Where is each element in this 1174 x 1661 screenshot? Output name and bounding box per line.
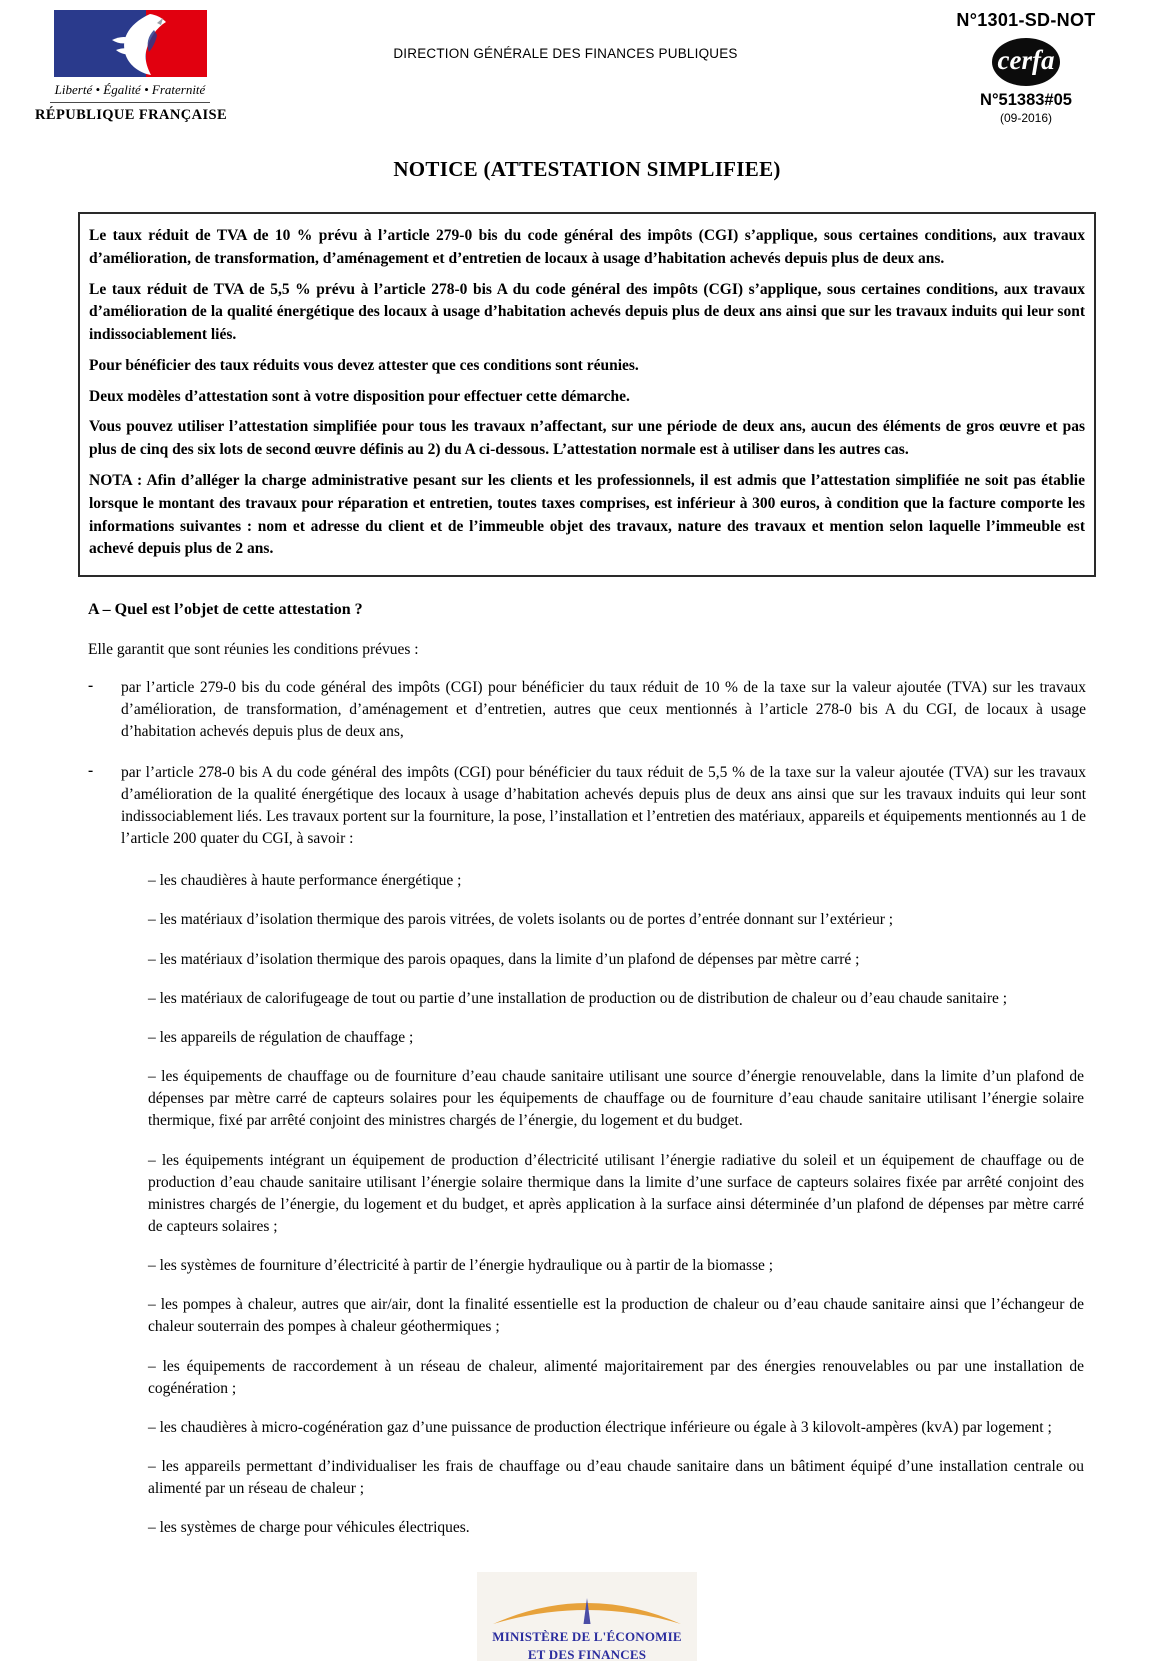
bullet-item (88, 762, 1086, 851)
bullet-item (88, 677, 1086, 743)
ministry-arc-icon (481, 1576, 693, 1628)
list-item: – les équipements intégrant un équipement de production d’électricité utilisant l’énergie radiative du soleil et un équipement de chauffage ou de production d’eau chaude sanitaire utilisant l’énergie solaire thermique dans la limite d’une surface de capteurs solaires fixée par arrêté conjoint des ministres chargés de l’énergie, du logement et du budget, et après application à la surface ainsi déterminée d’un plafond de dépenses par mètre carré de capteurs solaires ; (148, 1151, 1084, 1235)
cerfa-logo-label: cerfa (997, 44, 1055, 75)
list-item: – les matériaux d’isolation thermique des parois opaques, dans la limite d’un plafond de dépenses par mètre carré ; (148, 950, 860, 968)
list-item: – les pompes à chaleur, autres que air/air, dont la finalité essentielle est la production de chaleur ou d’eau chaude sanitaire ainsi que l’échangeur de chaleur souterrain des pompes à chaleur géothermiques ; (148, 1296, 1084, 1336)
marianne-motto: Liberté • Égalité • Fraternité (50, 82, 210, 103)
list-item: – les systèmes de fourniture d’électricité à partir de l’énergie hydraulique ou à partir de la biomasse ; (148, 1257, 774, 1275)
intro-paragraph: NOTA : Afin d’alléger la charge administrative pesant sur les clients et les professionnels, il est admis que l’attestation simplifiée ne soit pas établie lorsque le montant des travaux pour réparation et entretien, toutes taxes comprises, est inférieur à 300 euros, à condition que la facture comporte les informations suivantes : nom et adresse du client et de l’immeuble objet des travaux, nature des travaux et mention selon laquelle l’immeuble est achevé depuis plus de 2 ans. (89, 472, 1085, 558)
intro-paragraph: Deux modèles d’attestation sont à votre disposition pour effectuer cette démarche. (89, 387, 630, 405)
ministry-name-line1: MINISTÈRE DE L'ÉCONOMIE (492, 1629, 682, 1644)
list-item: – les chaudières à micro-cogénération gaz d’une puissance de production électrique inférieure ou égale à 3 kilovolt-ampères (kvA) par logement ; (148, 1418, 1052, 1436)
marianne-logo (35, 10, 228, 124)
ministry-logo (477, 1572, 697, 1661)
section-a-intro: Elle garantit que sont réunies les conditions prévues : (88, 641, 419, 659)
intro-box (78, 212, 1096, 577)
french-flag-icon (54, 10, 207, 77)
dash-list (148, 870, 1084, 1539)
bullet-marker: - (88, 677, 94, 695)
list-item: – les appareils de régulation de chauffage ; (148, 1028, 414, 1046)
intro-paragraph: Pour bénéficier des taux réduits vous devez attester que ces conditions sont réunies. (89, 356, 639, 374)
list-item: – les matériaux de calorifugeage de tout ou partie d’une installation de production ou de distribution de chaleur ou d’eau chaude sanitaire ; (148, 989, 1008, 1007)
document-header (0, 0, 1174, 125)
intro-paragraph: Le taux réduit de TVA de 5,5 % prévu à l’article 278-0 bis A du code général des impôts (CGI) s’applique, sous certaines conditions, aux travaux d’amélioration de la qualité énergétique des locaux à usage d’habitation achevés depuis plus de deux ans ainsi que sur les travaux induits qui leur sont indissociablement liés. (89, 280, 1085, 344)
cerfa-version-date: (09-2016) (999, 111, 1053, 125)
section-a-heading: A – Quel est l’objet de cette attestation ? (88, 601, 363, 619)
bullet-text: par l’article 278-0 bis A du code général des impôts (CGI) pour bénéficier du taux réduit de 5,5 % de la taxe sur la valeur ajoutée (TVA) sur les travaux d’amélioration de la qualité énergétique des locaux à usage d’habitation achevés depuis plus de deux ans ainsi que sur les travaux induits qui leur sont indissociablement liés. Les travaux portent sur la fourniture, la pose, l’installation et l’entretien des matériaux, appareils et équipements mentionnés au 1 de l’article 200 quater du CGI, à savoir : (121, 763, 1086, 848)
list-item: – les chaudières à haute performance énergétique ; (148, 872, 462, 890)
cerfa-logo-icon (992, 38, 1060, 86)
cerfa-number: N°51383#05 (980, 91, 1072, 109)
bullet-text: par l’article 279-0 bis du code général des impôts (CGI) pour bénéficier du taux réduit de 10 % de la taxe sur la valeur ajoutée (TVA) sur les travaux d’amélioration, de transformation, d’aménagement et d’entretien, autres que ceux mentionnés à l’article 278-0 bis A du CGI, de locaux à usage d’habitation achevés depuis plus de deux ans, (121, 679, 1086, 741)
intro-paragraph: Le taux réduit de TVA de 10 % prévu à l’article 279-0 bis du code général des impôts (CGI) s’applique, sous certaines conditions, aux travaux d’amélioration, de transformation, d’aménagement et d’entretien de locaux à usage d’habitation achevés depuis plus de deux ans. (89, 227, 1085, 267)
form-number: N°1301-SD-NOT (956, 10, 1096, 30)
list-item: – les matériaux d’isolation thermique des parois vitrées, de volets isolants ou de portes d’entrée donnant sur l’extérieur ; (148, 911, 894, 929)
intro-paragraph: Vous pouvez utiliser l’attestation simplifiée pour tous les travaux n’affectant, sur une période de deux ans, aucun des éléments de gros œuvre et pas plus de cinq des six lots de second œuvre définis au 2) du A ci-dessous. L’attestation normale est à utiliser dans les autres cas. (89, 418, 1085, 459)
list-item: – les équipements de raccordement à un réseau de chaleur, alimenté majoritairement par des énergies renouvelables ou par une installation de cogénération ; (148, 1357, 1084, 1397)
marianne-republic: RÉPUBLIQUE FRANÇAISE (35, 107, 228, 123)
bullet-marker: - (88, 761, 94, 779)
list-item: – les équipements de chauffage ou de fourniture d’eau chaude sanitaire utilisant une source d’énergie renouvelable, dans la limite d’un plafond de dépenses par mètre carré de capteurs solaires pour les équipements de chauffage ou de fourniture d’eau chaude sanitaire utilisant l’énergie solaire thermique, fixé par arrêté conjoint des ministres chargés de l’énergie, du logement et du budget. (148, 1068, 1084, 1130)
list-item: – les systèmes de charge pour véhicules électriques. (148, 1519, 470, 1537)
list-item: – les appareils permettant d’individualiser les frais de chauffage ou d’eau chaude sanitaire dans un bâtiment équipé d’une installation centrale ou alimenté par un réseau de chaleur ; (148, 1458, 1084, 1498)
page-title: NOTICE (ATTESTATION SIMPLIFIEE) (393, 157, 781, 181)
ministry-name-line2: ET DES FINANCES (527, 1646, 647, 1661)
agency-name: DIRECTION GÉNÉRALE DES FINANCES PUBLIQUES (393, 46, 738, 61)
cerfa-block (906, 10, 1146, 125)
